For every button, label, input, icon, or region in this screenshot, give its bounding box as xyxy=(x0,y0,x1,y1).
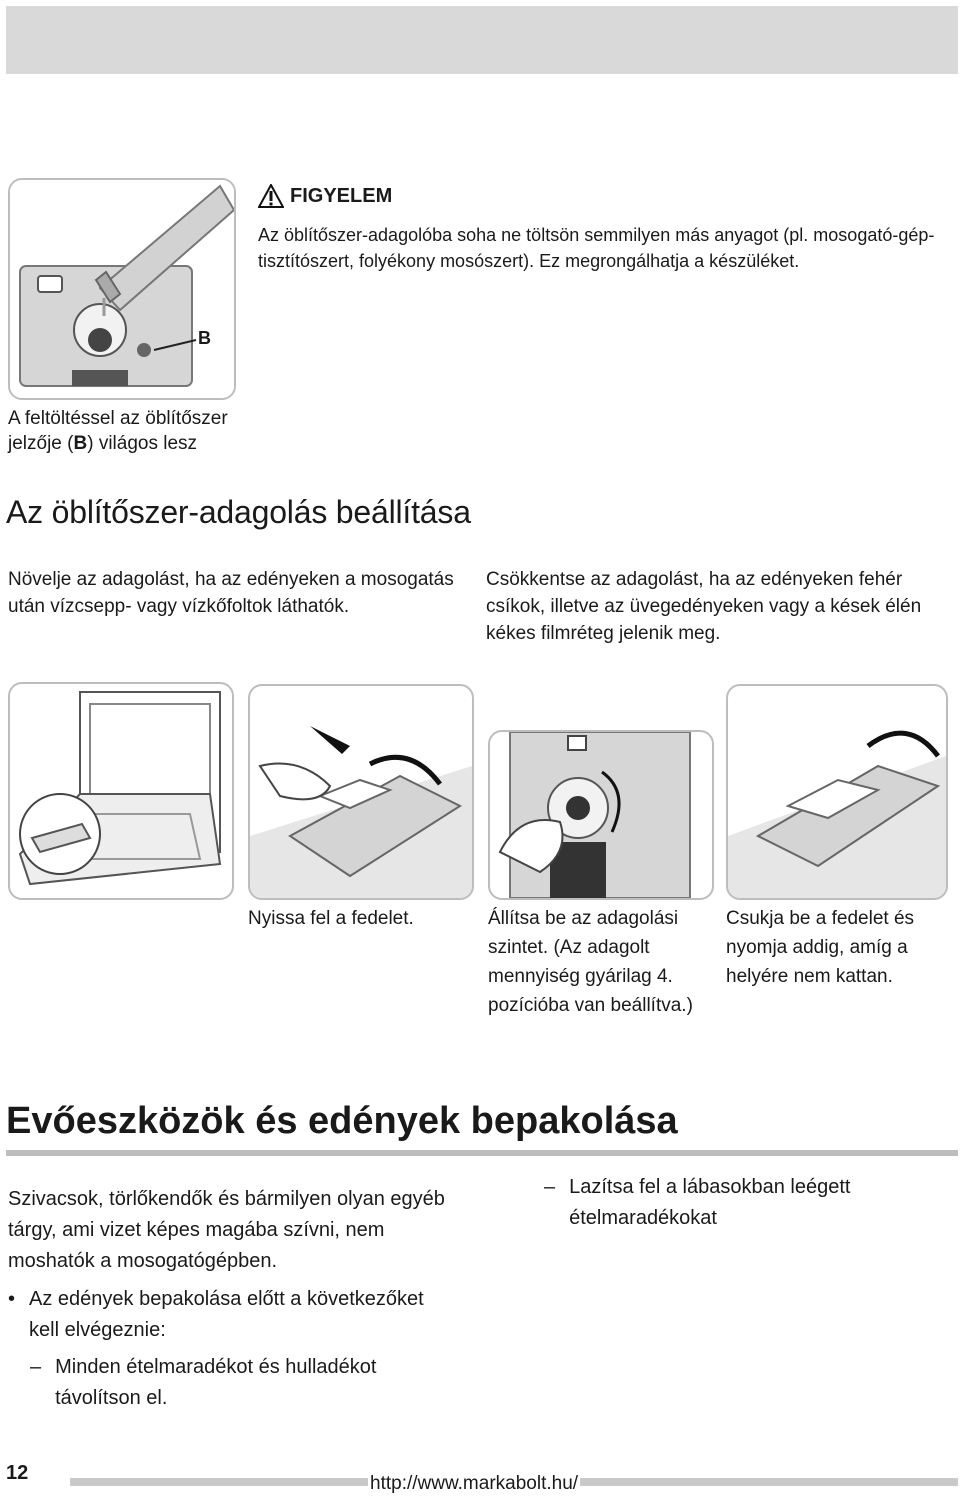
warning-title: FIGYELEM xyxy=(290,184,393,207)
dash-mark: – xyxy=(30,1356,42,1378)
loading-intro-text: Szivacsok, törlőkendők és bármilyen olyan egyéb tárgy, ami vizet képes magába szívni, nem moshatók a mosogatógépben. xyxy=(8,1188,445,1272)
page-number: 12 xyxy=(6,1462,29,1484)
loading-bullet-text: Az edények bepakolása előtt a következőket kell elvégeznie: xyxy=(29,1288,424,1341)
fill-caption xyxy=(8,406,238,456)
section-title-loading: Evőeszközök és edények bepakolása xyxy=(6,1100,678,1142)
fill-caption-line1: A feltöltéssel az öblítőszer xyxy=(8,408,228,429)
step-open-caption: Nyissa fel a fedelet. xyxy=(248,908,414,929)
section-title-rinse-aid: Az öblítőszer-adagolás beállítása xyxy=(6,494,471,530)
fill-caption-line2: jelzője (B) világos lesz xyxy=(8,433,198,454)
warning-text: Az öblítőszer-adagolóba soha ne töltsön semmilyen más anyagot (pl. mosogató-gép-tisztítószert, folyékony mosószert). Ez megrongálhatja a készüléket. xyxy=(258,225,935,271)
header-bar xyxy=(6,6,958,74)
dishwasher-open-illustration xyxy=(8,682,234,900)
loading-dash-item-2 xyxy=(544,1172,954,1234)
dash-mark: – xyxy=(544,1176,556,1198)
increase-dosage-text: Növelje az adagolást, ha az edényeken a mosogatás után vízcsepp- vagy vízkőfoltok láthatók. xyxy=(8,569,454,617)
adjust-dial-illustration xyxy=(488,730,714,900)
rinse-aid-fill-illustration xyxy=(8,178,236,400)
close-lid-illustration xyxy=(726,684,948,900)
footer-url-link[interactable]: http://www.markabolt.hu/ xyxy=(370,1473,579,1494)
warning-heading xyxy=(258,184,392,208)
loading-bullet-item xyxy=(8,1284,448,1346)
step-close-caption: Csukja be a fedelet és nyomja addig, amíg a helyére nem kattan. xyxy=(726,908,915,987)
loading-dash-text-2: Lazítsa fel a lábasokban leégett ételmaradékokat xyxy=(569,1176,851,1229)
bullet-mark: • xyxy=(8,1288,16,1310)
decrease-dosage-text: Csökkentse az adagolást, ha az edényeken fehér csíkok, illetve az üvegedényeken vagy a kések élén kékes filmréteg jelenik meg. xyxy=(486,569,922,644)
loading-dash-item-1 xyxy=(30,1352,450,1414)
loading-dash-text-1: Minden ételmaradékot és hulladékot távolítson el. xyxy=(55,1356,377,1409)
open-lid-illustration xyxy=(248,684,474,900)
step-adjust-caption: Állítsa be az adagolási szintet. (Az adagolt mennyiség gyárilag 4. pozícióba van beállítva.) xyxy=(488,908,693,1016)
warning-triangle-icon xyxy=(258,184,284,208)
indicator-label-b: B xyxy=(198,328,211,348)
dispenser-fill-drawing xyxy=(10,180,234,398)
section-rule xyxy=(6,1150,958,1156)
